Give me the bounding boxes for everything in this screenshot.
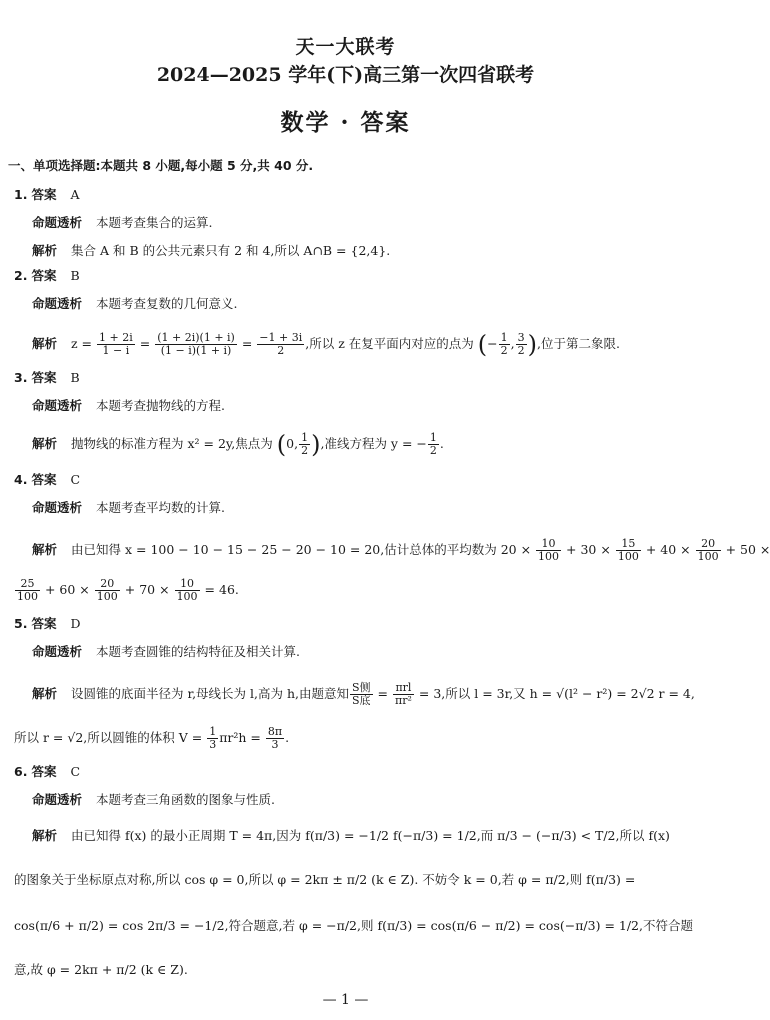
- q4-focus-line: [0, 500, 723, 516]
- q5-text-4: πr²h =: [219, 730, 261, 745]
- analysis-label: 解析: [32, 686, 58, 701]
- q5-text-3: 所以 r = √2,所以圆锥的体积 V =: [14, 730, 203, 745]
- q5-v-num: 1: [209, 725, 217, 738]
- q6-answer-line: [0, 764, 705, 780]
- q4-op: + 30 ×: [566, 542, 611, 557]
- q4-result: = 46.: [204, 582, 239, 597]
- q5-text-1: 设圆锥的底面半径为 r,母线长为 l,高为 h,由题意知: [71, 686, 349, 701]
- q4-n3: 20: [696, 538, 721, 551]
- q5-text-2: = 3,所以 l = 3r,又 h = √(l² − r²) = 2√2 r = 4,: [418, 686, 695, 701]
- q4-fraction: [696, 538, 721, 563]
- answer-label: 答案: [31, 187, 57, 202]
- q3-dy-den: 2: [429, 444, 437, 457]
- q5-w-num: 8π: [267, 725, 283, 738]
- q5-s-base: S底: [352, 694, 371, 707]
- q3-analysis-line: [0, 432, 723, 457]
- q1-focus: 本题考查集合的运算.: [96, 215, 213, 230]
- q2-py-den: 2: [517, 344, 525, 357]
- analysis-label: 解析: [32, 436, 58, 451]
- q4-op: + 40 ×: [645, 542, 691, 557]
- document-title: 数学 · 答案: [280, 109, 411, 136]
- q3-focus-line: [0, 398, 723, 414]
- q4-op: + 60 ×: [44, 582, 90, 597]
- exam-subtitle: 2024—2025 学年(下)高三第一次四省联考: [156, 64, 535, 86]
- q4-n6: 10: [175, 578, 200, 591]
- q2-px-num: 1: [500, 331, 508, 344]
- answer-label: 答案: [31, 370, 57, 385]
- q3-directrix: [428, 432, 439, 457]
- analysis-label: 解析: [32, 336, 58, 351]
- section-heading: 一、单项选择题:本题共 8 小题,每小题 5 分,共 40 分.: [8, 158, 314, 173]
- answer-label: 答案: [31, 616, 57, 631]
- q2-py-num: 3: [517, 331, 525, 344]
- focus-label: 命题透析: [32, 296, 83, 311]
- q2-focus-line: [0, 296, 723, 312]
- q4-fraction: [15, 578, 40, 603]
- q4-op: + 70 ×: [124, 582, 170, 597]
- q6-text-1: 由已知得 f(x) 的最小正周期 T = 4π,因为 f(π/3) = −1/2 f(−π/3) = 1/2,而 π/3 − (−π/3) < T/2,所以 f(x): [71, 828, 670, 843]
- q4-analysis-line: [0, 537, 770, 563]
- q4-fraction: [616, 538, 641, 563]
- q4-n1: 10: [536, 538, 561, 551]
- q4-d3: 100: [697, 550, 719, 563]
- q2-equals: =: [139, 336, 151, 351]
- q1-number: 1.: [14, 187, 28, 202]
- q2-px-den: 2: [500, 344, 508, 357]
- q4-n5: 20: [95, 578, 120, 591]
- q6-focus: 本题考查三角函数的图象与性质.: [96, 792, 275, 807]
- comma: ,: [510, 336, 515, 351]
- page-number: — 1 —: [322, 992, 369, 1008]
- q3-fy-den: 2: [301, 444, 309, 457]
- q3-focus-y: [299, 432, 310, 457]
- q1-focus-line: [0, 215, 723, 231]
- focus-label: 命题透析: [32, 500, 83, 515]
- q1-answer: A: [70, 187, 80, 202]
- q2-point-y: [516, 332, 527, 357]
- q5-number: 5.: [14, 616, 28, 631]
- q5-analysis-line: [0, 682, 723, 707]
- analysis-label: 解析: [32, 542, 58, 557]
- exam-title: 天一大联考: [295, 36, 396, 58]
- q5-volume-result: [266, 726, 284, 751]
- q4-focus: 本题考查平均数的计算.: [96, 500, 225, 515]
- q5-area-ratio: [350, 682, 373, 707]
- q2-f2-num: (1 + 2i)(1 + i): [157, 331, 235, 344]
- q3-fy-num: 1: [301, 431, 309, 444]
- q2-f3-num: −1 + 3i: [259, 331, 303, 344]
- q2-eq-lhs: z =: [71, 336, 93, 351]
- left-paren: (: [276, 430, 287, 459]
- q3-answer-line: [0, 370, 705, 386]
- q4-op: + 50 ×: [725, 542, 770, 557]
- answer-label: 答案: [31, 268, 57, 283]
- q5-focus-line: [0, 644, 723, 660]
- q4-d4: 100: [17, 590, 38, 603]
- q2-number: 2.: [14, 268, 28, 283]
- focus-label: 命题透析: [32, 398, 83, 413]
- q6-number: 6.: [14, 764, 28, 779]
- q4-n2: 15: [616, 538, 641, 551]
- right-paren: ): [527, 330, 537, 359]
- q6-analysis-line: [0, 828, 723, 844]
- q2-fraction: [155, 332, 237, 357]
- q5-analysis-line-2: [0, 726, 705, 751]
- left-paren: (: [477, 330, 488, 359]
- right-paren: ): [311, 430, 321, 459]
- q2-point-x: [499, 332, 510, 357]
- q5-ratio-expr: [393, 682, 414, 707]
- q2-f1-den: 1 − i: [102, 344, 130, 357]
- q4-d6: 100: [176, 590, 198, 603]
- q4-d2: 100: [617, 550, 639, 563]
- q2-equals: =: [241, 336, 253, 351]
- equals: =: [377, 686, 389, 701]
- q3-number: 3.: [14, 370, 28, 385]
- q2-f3-den: 2: [277, 344, 285, 357]
- q5-r-den: πr²: [395, 694, 412, 707]
- q1-analysis: 集合 A 和 B 的公共元素只有 2 和 4,所以 A∩B = {2,4}.: [71, 243, 391, 258]
- q4-text-1: 由已知得 x = 100 − 10 − 15 − 25 − 20 − 10 = 20,估计总体的平均数为 20 ×: [71, 542, 532, 557]
- q4-n4: 25: [15, 578, 40, 591]
- analysis-label: 解析: [32, 243, 58, 258]
- q6-answer: C: [70, 764, 81, 779]
- q3-text-2: ,准线方程为 y = −: [320, 436, 427, 451]
- q4-fraction: [95, 578, 120, 603]
- q6-text-line-3: cos(π/6 + π/2) = cos 2π/3 = −1/2,符合题意,若 φ = −π/2,则 f(π/3) = cos(π/6 − π/2) = cos(−π/3) = 1/2,不符合题: [14, 918, 693, 933]
- q2-analysis-line: [0, 332, 723, 357]
- q4-answer: C: [70, 472, 81, 487]
- analysis-label: 解析: [32, 828, 58, 843]
- q5-r-num: πrl: [393, 682, 414, 695]
- q5-s-side: S侧: [352, 681, 371, 694]
- q4-fraction: [175, 578, 200, 603]
- q1-answer-line: [0, 187, 705, 203]
- q3-text-1: 抛物线的标准方程为 x² = 2y,焦点为: [71, 436, 273, 451]
- q5-answer-line: [0, 616, 705, 632]
- q3-dy-num: 1: [429, 431, 437, 444]
- q5-focus: 本题考查圆锥的结构特征及相关计算.: [96, 644, 300, 659]
- period: .: [439, 436, 444, 451]
- answer-label: 答案: [31, 472, 57, 487]
- q2-f2-den: (1 − i)(1 + i): [160, 344, 232, 357]
- focus-label: 命题透析: [32, 215, 83, 230]
- q1-analysis-line: [0, 243, 723, 259]
- q4-analysis-line-2: [0, 578, 705, 603]
- q3-answer: B: [70, 370, 80, 385]
- q4-number: 4.: [14, 472, 28, 487]
- q2-answer: B: [70, 268, 80, 283]
- q6-text-line-2: 的图象关于坐标原点对称,所以 cos φ = 0,所以 φ = 2kπ ± π/2 (k ∈ Z). 不妨令 k = 0,若 φ = π/2,则 f(π/3) =: [14, 872, 636, 887]
- q2-fraction: [257, 332, 304, 357]
- q3-focus-x: 0,: [286, 436, 299, 451]
- q2-f1-num: 1 + 2i: [99, 331, 133, 344]
- q6-text-line-4: 意,故 φ = 2kπ + π/2 (k ∈ Z).: [14, 962, 188, 977]
- q4-answer-line: [0, 472, 705, 488]
- q5-v-den: 3: [209, 738, 217, 751]
- period: .: [285, 730, 290, 745]
- focus-label: 命题透析: [32, 644, 83, 659]
- q2-tail-text: ,位于第二象限.: [536, 336, 620, 351]
- q4-fraction: [536, 538, 561, 563]
- q5-w-den: 3: [271, 738, 279, 751]
- q5-answer: D: [70, 616, 81, 631]
- minus-sign: −: [487, 336, 498, 351]
- focus-label: 命题透析: [32, 792, 83, 807]
- q2-focus: 本题考查复数的几何意义.: [96, 296, 238, 311]
- answer-label: 答案: [31, 764, 57, 779]
- q5-volume-coef: [207, 726, 218, 751]
- q2-fraction: [97, 332, 135, 357]
- q4-d5: 100: [96, 590, 118, 603]
- q3-focus: 本题考查抛物线的方程.: [96, 398, 225, 413]
- q6-focus-line: [0, 792, 723, 808]
- q2-answer-line: [0, 268, 705, 284]
- q4-d1: 100: [538, 550, 560, 563]
- q2-mid-text: ,所以 z 在复平面内对应的点为: [305, 336, 474, 351]
